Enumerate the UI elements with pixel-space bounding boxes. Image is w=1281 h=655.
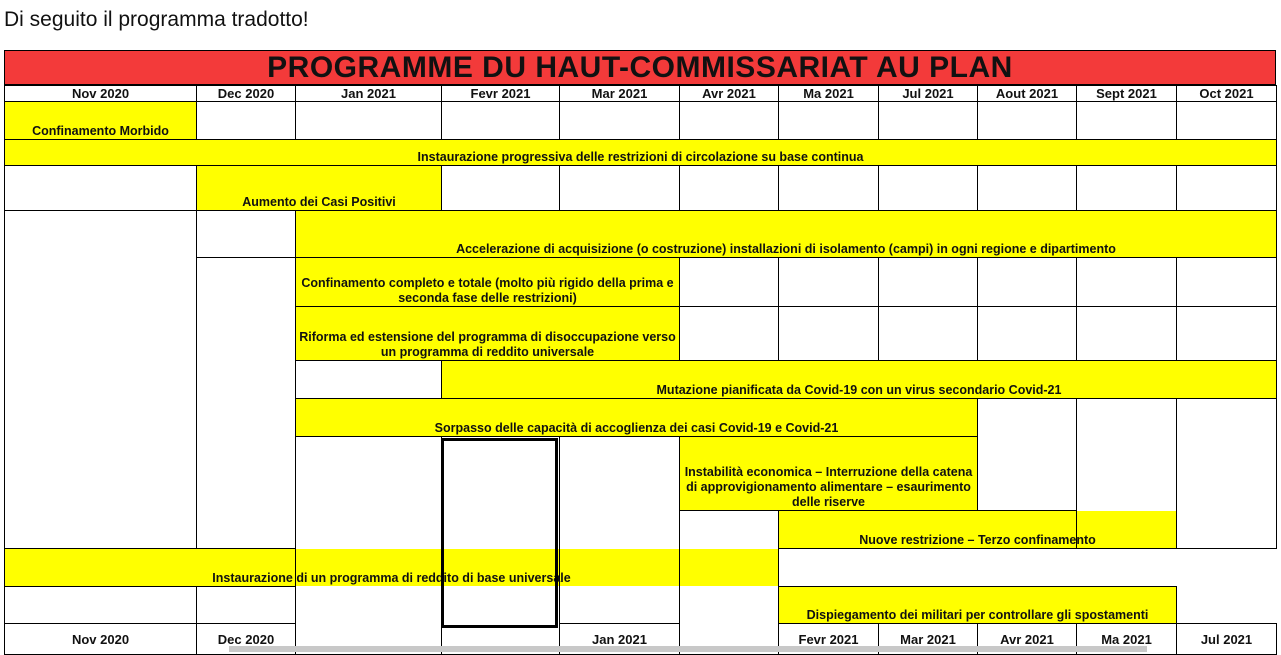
month-header: Mar 2021	[560, 86, 680, 102]
event-bar: Sorpasso delle capacità di accoglienza dei casi Covid-19 e Covid-21	[296, 399, 978, 437]
empty-cell	[1177, 102, 1277, 140]
event-bar: Mutazione pianificata da Covid-19 con un virus secondario Covid-21	[442, 361, 1277, 399]
empty-cell	[978, 102, 1077, 140]
horizontal-scrollbar[interactable]	[229, 646, 1147, 652]
event-bar: Instaurazione di un programma di reddito di base universale	[5, 549, 779, 587]
empty-cell	[560, 166, 680, 211]
month-header: Jan 2021	[296, 86, 442, 102]
event-bar: Instabilità economica – Interruzione della catena di approvigionamento alimentare – esaurimento delle riserve	[680, 437, 978, 511]
month-header: Ma 2021	[779, 86, 879, 102]
empty-cell	[442, 437, 560, 655]
event-bar: Confinamento completo e totale (molto più rigido della prima e seconda fase delle restrizioni)	[296, 258, 680, 307]
empty-cell	[560, 437, 680, 624]
event-bar: Riforma ed estensione del programma di disoccupazione verso un programma di reddito universale	[296, 307, 680, 361]
empty-cell	[680, 166, 779, 211]
empty-cell	[296, 361, 442, 399]
empty-cell	[1177, 399, 1277, 549]
month-footer: Nov 2020	[5, 624, 197, 655]
empty-cell	[5, 166, 197, 211]
empty-cell	[296, 102, 442, 140]
event-bar: Aumento dei Casi Positivi	[197, 166, 442, 211]
event-bar: Dispiegamento dei militari per controllare gli spostamenti	[779, 587, 1177, 624]
empty-cell	[779, 307, 879, 361]
empty-cell	[1177, 166, 1277, 211]
month-header: Dec 2020	[197, 86, 296, 102]
empty-cell	[978, 166, 1077, 211]
month-header: Sept 2021	[1077, 86, 1177, 102]
month-header: Nov 2020	[5, 86, 197, 102]
empty-cell	[197, 211, 296, 258]
intro-text: Di seguito il programma tradotto!	[4, 8, 309, 31]
empty-cell	[1077, 258, 1177, 307]
empty-cell	[1077, 307, 1177, 361]
empty-cell	[442, 102, 560, 140]
empty-cell	[5, 211, 197, 549]
empty-cell	[879, 166, 978, 211]
empty-cell	[779, 166, 879, 211]
empty-cell	[1077, 166, 1177, 211]
empty-cell	[296, 437, 442, 655]
event-bar: Instaurazione progressiva delle restrizioni di circolazione su base continua	[5, 140, 1277, 166]
month-footer: Avr 2021	[978, 624, 1077, 655]
month-footer: Jan 2021	[560, 624, 680, 655]
month-header: Aout 2021	[978, 86, 1077, 102]
empty-cell	[978, 258, 1077, 307]
month-header: Jul 2021	[879, 86, 978, 102]
empty-cell	[197, 587, 296, 624]
month-header: Fevr 2021	[442, 86, 560, 102]
empty-cell	[879, 102, 978, 140]
month-footer: Ma 2021	[1077, 624, 1177, 655]
program-spreadsheet	[4, 48, 1276, 648]
empty-cell	[197, 258, 296, 549]
empty-cell	[879, 258, 978, 307]
empty-cell	[1177, 307, 1277, 361]
month-footer: Dec 2020	[197, 624, 296, 655]
empty-cell	[879, 307, 978, 361]
month-header-row	[5, 86, 1277, 102]
empty-cell	[680, 258, 779, 307]
empty-cell	[779, 102, 879, 140]
event-bar: Nuove restrizione – Terzo confinamento	[779, 511, 1177, 549]
event-bar: Accelerazione di acquisizione (o costruzione) installazioni di isolamento (campi) in ogni regione e dipartimento	[296, 211, 1277, 258]
banner-title: PROGRAMME DU HAUT-COMMISSARIAT AU PLAN	[4, 50, 1276, 85]
empty-cell	[1077, 102, 1177, 140]
empty-cell	[5, 587, 197, 624]
timeline-table	[4, 85, 1277, 655]
month-header: Avr 2021	[680, 86, 779, 102]
month-footer: Mar 2021	[879, 624, 978, 655]
empty-cell	[1177, 258, 1277, 307]
month-footer: Jul 2021	[1177, 624, 1277, 655]
month-header: Oct 2021	[1177, 86, 1277, 102]
empty-cell	[978, 307, 1077, 361]
empty-cell	[560, 102, 680, 140]
empty-cell	[680, 102, 779, 140]
event-bar: Confinamento Morbido	[5, 102, 197, 140]
month-footer: Fevr 2021	[779, 624, 879, 655]
empty-cell	[197, 102, 296, 140]
empty-cell	[680, 307, 779, 361]
empty-cell	[978, 399, 1077, 511]
empty-cell	[779, 258, 879, 307]
empty-cell	[442, 166, 560, 211]
